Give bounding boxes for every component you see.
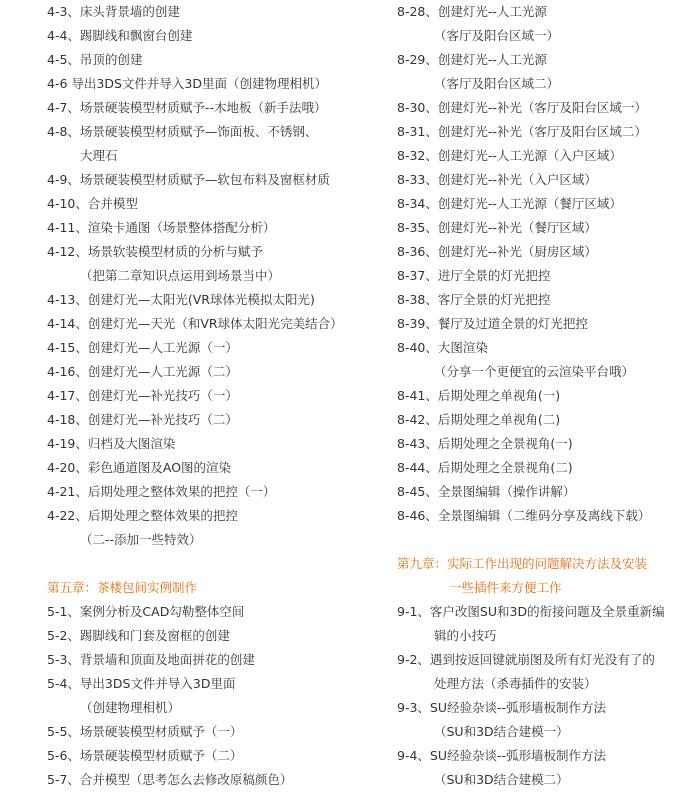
lesson-item: 4-11、渲染卡通图（场景整体搭配分析）: [47, 220, 276, 235]
lesson-item: 8-31、创建灯光--补光（客厅及阳台区域二）: [397, 124, 647, 139]
lesson-item: 9-3、SU经验杂谈--弧形墙板制作方法: [397, 700, 607, 715]
lesson-item: 5-4、导出3DS文件并导入3D里面: [47, 676, 236, 691]
lesson-item: 8-37、进厅全景的灯光把控: [397, 268, 551, 283]
lesson-item: 8-44、后期处理之全景视角(二): [397, 460, 573, 475]
lesson-item: 8-34、创建灯光--人工光源（餐厅区域）: [397, 196, 622, 211]
lesson-item-continuation: （分享一个更便宜的云渲染平台哦）: [434, 364, 635, 379]
lesson-item: 5-7、合并模型（思考怎么去修改原稿颜色）: [47, 772, 293, 787]
lesson-item: 4-16、创建灯光—人工光源（二）: [47, 364, 238, 379]
lesson-item: 4-20、彩色通道图及AO图的渲染: [47, 460, 232, 475]
chapter-heading: 第五章：茶楼包间实例制作: [47, 580, 198, 595]
lesson-item: 8-43、后期处理之全景视角(一): [397, 436, 573, 451]
lesson-item: 4-19、归档及大图渲染: [47, 436, 176, 451]
lesson-item-continuation: （二--添加一些特效）: [80, 532, 202, 547]
lesson-item: 4-21、后期处理之整体效果的把控（一）: [47, 484, 276, 499]
lesson-item: 5-3、背景墙和顶面及地面拼花的创建: [47, 652, 255, 667]
lesson-item: 8-35、创建灯光--补光（餐厅区域）: [397, 220, 597, 235]
lesson-item: 9-1、客户改图SU和3D的衔接问题及全景重新编: [397, 604, 665, 619]
lesson-item: 4-9、场景硬装模型材质赋予—软包布料及窗框材质: [47, 172, 330, 187]
chapter-heading-continuation: 一些插件来方便工作: [449, 580, 562, 595]
lesson-item-continuation: 处理方法（杀毒插件的安装）: [434, 676, 597, 691]
lesson-item: 5-6、场景硬装模型材质赋予（二）: [47, 748, 243, 763]
lesson-item: 8-29、创建灯光--人工光源: [397, 52, 547, 67]
lesson-item: 8-41、后期处理之单视角(一): [397, 388, 561, 403]
lesson-item-continuation: （创建物理相机）: [80, 700, 181, 715]
lesson-item: 8-39、餐厅及过道全景的灯光把控: [397, 316, 588, 331]
lesson-item: 4-17、创建灯光—补光技巧（一）: [47, 388, 238, 403]
lesson-item: 4-5、吊顶的创建: [47, 52, 143, 67]
lesson-item-continuation: （SU和3D结合建模二）: [434, 772, 569, 787]
lesson-item: 8-46、全景图编辑（二维码分享及离线下载）: [397, 508, 651, 523]
lesson-item: 5-5、场景硬装模型材质赋予（一）: [47, 724, 243, 739]
lesson-item: 4-7、场景硬装模型材质赋予--木地板（新手法哦）: [47, 100, 327, 115]
lesson-item: 4-13、创建灯光—太阳光(VR球体光模拟太阳光): [47, 292, 315, 307]
lesson-item: 4-4、踢脚线和飘窗台创建: [47, 28, 193, 43]
lesson-item: 9-4、SU经验杂谈--弧形墙板制作方法: [397, 748, 607, 763]
lesson-item-continuation: 大理石: [80, 148, 118, 163]
lesson-item: 8-36、创建灯光--补光（厨房区域）: [397, 244, 597, 259]
lesson-item: 8-32、创建灯光--人工光源（入户区域）: [397, 148, 622, 163]
lesson-item: 4-22、后期处理之整体效果的把控: [47, 508, 238, 523]
lesson-item: 4-12、场景软装模型材质的分析与赋予: [47, 244, 263, 259]
lesson-item: 4-3、床头背景墙的创建: [47, 4, 180, 19]
lesson-item-continuation: （把第二章知识点运用到场景当中）: [80, 268, 281, 283]
chapter-heading: 第九章：实际工作出现的问题解决方法及安装: [397, 556, 648, 571]
lesson-item-continuation: 辑的小技巧: [434, 628, 497, 643]
right-column: [397, 0, 697, 792]
left-column: [47, 0, 367, 792]
lesson-item: 4-6 导出3DS文件并导入3D里面（创建物理相机）: [47, 76, 327, 91]
section-gap: [47, 552, 367, 576]
lesson-item: 5-1、案例分析及CAD勾勒整体空间: [47, 604, 245, 619]
section-gap: [397, 528, 697, 552]
lesson-item: 8-40、大图渲染: [397, 340, 488, 355]
lesson-item-continuation: （SU和3D结合建模一）: [434, 724, 569, 739]
lesson-item: 4-18、创建灯光—补光技巧（二）: [47, 412, 238, 427]
lesson-item: 4-14、创建灯光—天光（和VR球体太阳光完美结合）: [47, 316, 343, 331]
lesson-item: 8-45、全景图编辑（操作讲解）: [397, 484, 576, 499]
lesson-item: 8-30、创建灯光--补光（客厅及阳台区域一）: [397, 100, 647, 115]
lesson-item-continuation: （客厅及阳台区域二）: [434, 76, 560, 91]
lesson-item-continuation: （客厅及阳台区域一）: [434, 28, 560, 43]
lesson-item: 9-2、遇到按返回键就崩图及所有灯光没有了的: [397, 652, 655, 667]
lesson-item: 4-10、合并模型: [47, 196, 138, 211]
lesson-item: 8-28、创建灯光--人工光源: [397, 4, 547, 19]
lesson-item: 8-33、创建灯光--补光（入户区域）: [397, 172, 597, 187]
lesson-item: 8-42、后期处理之单视角(二): [397, 412, 561, 427]
lesson-item: 5-2、踢脚线和门套及窗框的创建: [47, 628, 230, 643]
lesson-item: 4-15、创建灯光—人工光源（一）: [47, 340, 238, 355]
lesson-item: 4-8、场景硬装模型材质赋予—饰面板、不锈钢、: [47, 124, 318, 139]
lesson-item: 8-38、客厅全景的灯光把控: [397, 292, 551, 307]
